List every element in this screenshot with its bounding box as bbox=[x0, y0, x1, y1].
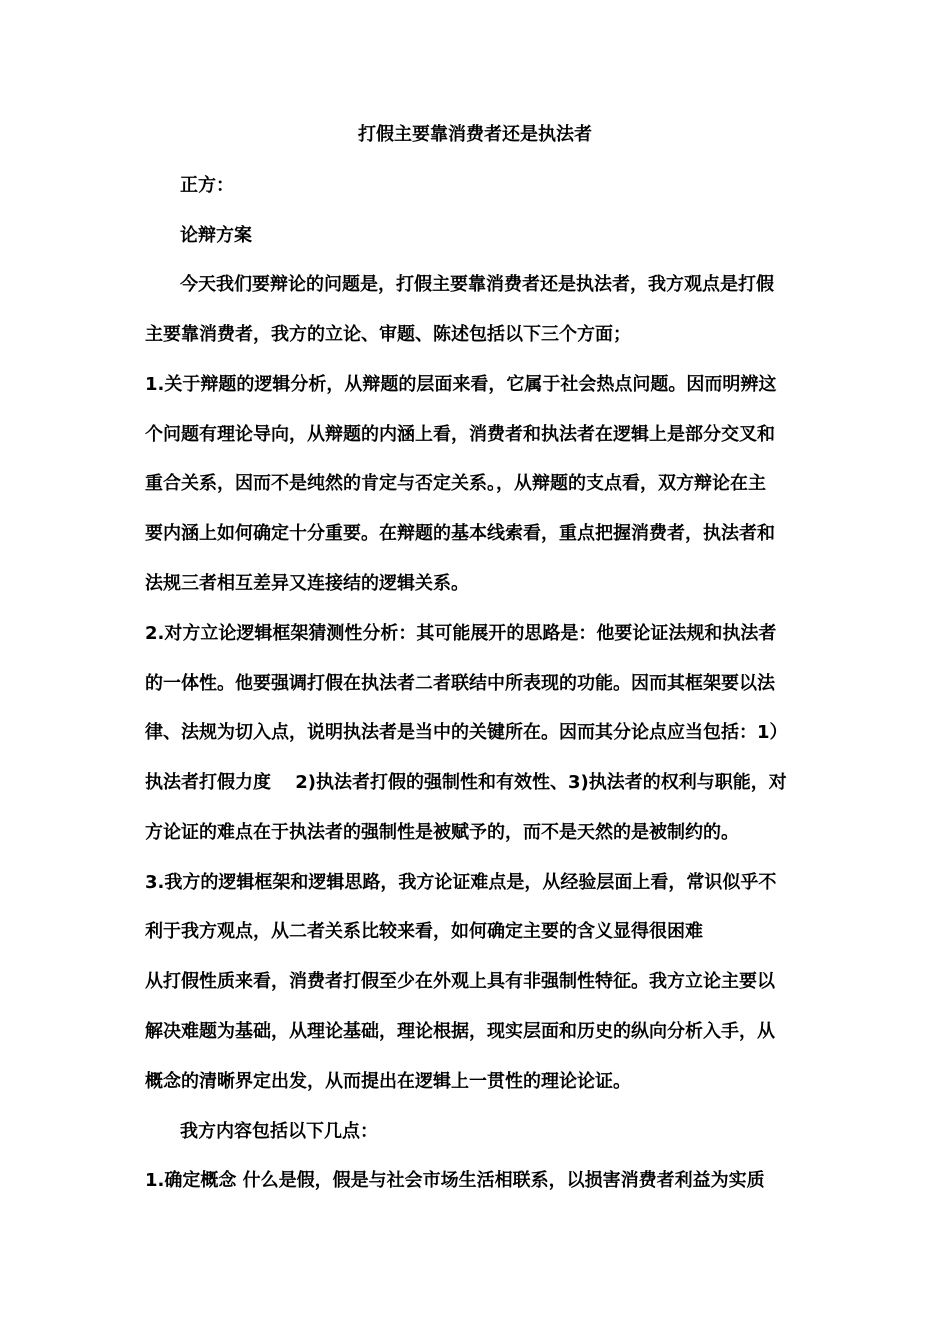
paragraph-line: 要内涵上如何确定十分重要。在辩题的基本线索看，重点把握消费者，执法者和 bbox=[145, 523, 775, 544]
paragraph-line: 法规三者相互差异又连接结的逻辑关系。 bbox=[145, 573, 469, 594]
paragraph-line: 解决难题为基础，从理论基础，理论根据，现实层面和历史的纵向分析入手，从 bbox=[145, 1021, 775, 1042]
paragraph-line: 3.我方的逻辑框架和逻辑思路，我方论证难点是，从经验层面上看，常识似乎不 bbox=[145, 872, 777, 893]
paragraph-line: 方论证的难点在于执法者的强制性是被赋予的，而不是天然的是被制约的。 bbox=[145, 822, 739, 843]
paragraph-line: 2.对方立论逻辑框架猜测性分析：其可能展开的思路是：他要论证法规和执法者 bbox=[145, 623, 777, 644]
subheading: 我方内容包括以下几点： bbox=[180, 1121, 378, 1142]
side-label: 正方： bbox=[180, 175, 234, 196]
paragraph-line: 1.确定概念 什么是假，假是与社会市场生活相联系，以损害消费者利益为实质 bbox=[145, 1170, 765, 1191]
paragraph-line: 个问题有理论导向，从辩题的内涵上看，消费者和执法者在逻辑上是部分交叉和 bbox=[145, 424, 775, 445]
paragraph-line: 重合关系，因而不是纯然的肯定与否定关系。，从辩题的支点看，双方辩论在主 bbox=[145, 473, 766, 494]
paragraph-line: 的一体性。他要强调打假在执法者二者联结中所表现的功能。因而其框架要以法 bbox=[145, 673, 775, 694]
paragraph-line: 从打假性质来看，消费者打假至少在外观上具有非强制性特征。我方立论主要以 bbox=[145, 971, 775, 992]
paragraph-line: 今天我们要辩论的问题是，打假主要靠消费者还是执法者，我方观点是打假 bbox=[180, 274, 774, 295]
paragraph-line: 主要靠消费者，我方的立论、审题、陈述包括以下三个方面； bbox=[145, 324, 631, 345]
paragraph-line: 利于我方观点，从二者关系比较来看，如何确定主要的含义显得很困难 bbox=[145, 921, 703, 942]
section-heading: 论辩方案 bbox=[180, 225, 252, 246]
paragraph-line: 1.关于辩题的逻辑分析，从辩题的层面来看，它属于社会热点问题。因而明辨这 bbox=[145, 374, 777, 395]
document-title: 打假主要靠消费者还是执法者 bbox=[358, 124, 592, 145]
paragraph-line: 执法者打假力度 2)执法者打假的强制性和有效性、3)执法者的权利与职能，对 bbox=[145, 772, 787, 793]
paragraph-line: 概念的清晰界定出发，从而提出在逻辑上一贯性的理论论证。 bbox=[145, 1071, 631, 1092]
paragraph-line: 律、法规为切入点，说明执法者是当中的关键所在。因而其分论点应当包括：1） bbox=[145, 722, 788, 743]
